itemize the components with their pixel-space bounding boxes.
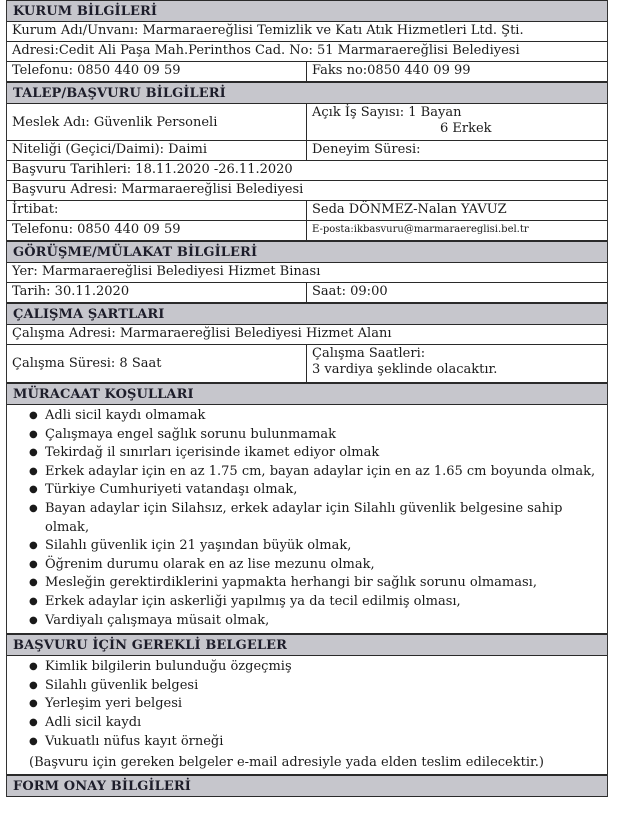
belgeler-list-box xyxy=(7,656,607,775)
irtibat-kisiler: Seda DÖNMEZ-Nalan YAVUZ xyxy=(312,202,507,217)
meslek-adi xyxy=(7,104,307,140)
basvuru-tarihleri: Başvuru Tarihleri: 18.11.2020 -26.11.2020 xyxy=(12,162,293,177)
bullet-icon: ● xyxy=(29,661,38,673)
talep-eposta[interactable]: E-posta:ikbasvuru@marmaraereglisi.bel.tr xyxy=(312,224,529,235)
calisma-saatleri-label: Çalışma Saatleri: xyxy=(312,346,426,361)
list-item: ● Vukuatlı nüfus kayıt örneği xyxy=(7,733,607,752)
list-item: ● Vardiyalı çalışmaya müsait olmak, xyxy=(7,612,607,631)
list-item: ● Türkiye Cumhuriyeti vatandaşı olmak, xyxy=(7,481,607,500)
muracaat-list-box xyxy=(7,405,607,634)
row-calisma-adresi xyxy=(7,325,607,345)
calisma-suresi xyxy=(7,345,307,382)
section-header-form-onay: FORM ONAY BİLGİLERİ xyxy=(7,775,607,797)
list-item: ● Erkek adaylar için en az 1.75 cm, bayan adaylar için en az 1.65 cm boyunda olmak, xyxy=(7,463,607,482)
bullet-icon: ● xyxy=(29,735,38,747)
row-gorusme-zaman xyxy=(7,283,607,303)
list-item: ● Kimlik bilgilerin bulunduğu özgeçmiş xyxy=(7,658,607,677)
row-meslek xyxy=(7,104,607,141)
section-header-muracaat: MÜRACAAT KOŞULLARI xyxy=(7,383,607,405)
kurum-faks: Faks no:0850 440 09 99 xyxy=(312,63,471,78)
section-header-calisma: ÇALIŞMA ŞARTLARI xyxy=(7,303,607,325)
list-item: ● Bayan adaylar için Silahsız, erkek adaylar için Silahlı güvenlik belgesine sahip olmak, xyxy=(29,500,563,535)
row-kurum-iletisim xyxy=(7,62,607,82)
bullet-icon: ● xyxy=(29,484,38,496)
acik-is-erkek: 6 Erkek xyxy=(440,121,492,136)
row-basvuru-tarihleri xyxy=(7,161,607,181)
section-header-gorusme: GÖRÜŞME/MÜLAKAT BİLGİLERİ xyxy=(7,241,607,263)
calisma-adresi: Çalışma Adresi: Marmaraereğlisi Belediyesi Hizmet Alanı xyxy=(12,326,392,341)
belgeler-note: (Başvuru için gereken belgeler e-mail adresiyle yada elden teslim edilecektir.) xyxy=(29,755,544,771)
irtibat-label: İrtibat: xyxy=(7,201,307,220)
nitelik: Niteliği (Geçici/Daimi): Daimi xyxy=(7,141,307,160)
row-kurum-adi xyxy=(7,22,607,42)
list-item: ● Adli sicil kaydı olmamak xyxy=(7,407,607,426)
row-calisma-suresi xyxy=(7,345,607,383)
row-kurum-adres xyxy=(7,42,607,62)
list-item: ● Silahlı güvenlik belgesi xyxy=(7,677,607,696)
list-item: ● Adli sicil kaydı xyxy=(7,714,607,733)
row-talep-iletisim xyxy=(7,221,607,241)
list-item: ● Tekirdağ il sınırları içerisinde ikamet ediyor olmak xyxy=(7,444,607,463)
list-item: ● Yerleşim yeri belgesi xyxy=(7,695,607,714)
job-posting-form xyxy=(6,0,608,797)
acik-is-sayisi xyxy=(307,104,607,140)
gorusme-tarih: Tarih: 30.11.2020 xyxy=(7,283,307,302)
bullet-icon: ● xyxy=(29,540,38,552)
list-item: ● Mesleğin gerektirdiklerini yapmakta herhangi bir sağlık sorunu olmaması, xyxy=(7,574,607,593)
kurum-adres: Adresi:Cedit Ali Paşa Mah.Perinthos Cad. No: 51 Marmaraereğlisi Belediyesi xyxy=(12,43,520,58)
calisma-saatleri xyxy=(307,345,607,382)
muracaat-list xyxy=(7,405,607,633)
calisma-saatleri-value: 3 vardiya şeklinde olacaktır. xyxy=(312,362,498,377)
row-nitelik xyxy=(7,141,607,161)
deneyim-suresi: Deneyim Süresi: xyxy=(312,142,421,157)
bullet-icon: ● xyxy=(29,595,38,607)
belgeler-list xyxy=(7,656,607,754)
bullet-icon: ● xyxy=(29,428,38,440)
row-irtibat xyxy=(7,201,607,221)
bullet-icon: ● xyxy=(29,614,38,626)
section-header-talep: TALEP/BAŞVURU BİLGİLERİ xyxy=(7,82,607,104)
row-gorusme-yer xyxy=(7,263,607,283)
bullet-icon: ● xyxy=(29,716,38,728)
bullet-icon: ● xyxy=(29,679,38,691)
meslek-adi-text: Meslek Adı: Güvenlik Personeli xyxy=(12,114,218,130)
basvuru-adresi: Başvuru Adresi: Marmaraereğlisi Belediyesi xyxy=(12,182,304,197)
bullet-icon: ● xyxy=(29,410,38,421)
list-item: ● Erkek adaylar için askerliği yapılmış ya da tecil edilmiş olması, xyxy=(7,593,607,612)
kurum-adi: Kurum Adı/Unvanı: Marmaraereğlisi Temizlik ve Katı Atık Hizmetleri Ltd. Şti. xyxy=(12,23,524,38)
bullet-icon: ● xyxy=(29,447,38,459)
bullet-icon: ● xyxy=(29,502,38,514)
gorusme-yer: Yer: Marmaraereğlisi Belediyesi Hizmet Binası xyxy=(12,264,321,279)
gorusme-saat: Saat: 09:00 xyxy=(312,284,388,299)
acik-is-bayan: Açık İş Sayısı: 1 Bayan xyxy=(312,105,462,120)
talep-telefon: Telefonu: 0850 440 09 59 xyxy=(7,221,307,240)
list-item: ● Silahlı güvenlik için 21 yaşından büyük olmak, xyxy=(7,537,607,556)
list-item: ● Çalışmaya engel sağlık sorunu bulunmamak xyxy=(7,426,607,445)
calisma-suresi-text: Çalışma Süresi: 8 Saat xyxy=(12,356,162,371)
bullet-icon: ● xyxy=(29,465,38,477)
bullet-icon: ● xyxy=(29,698,38,710)
bullet-icon: ● xyxy=(29,558,38,570)
form-table xyxy=(6,0,608,797)
kurum-telefon: Telefonu: 0850 440 09 59 xyxy=(7,62,307,81)
row-basvuru-adresi xyxy=(7,181,607,201)
bullet-icon: ● xyxy=(29,577,38,589)
list-item: ● Öğrenim durumu olarak en az lise mezunu olmak, xyxy=(7,556,607,575)
section-header-kurum: KURUM BİLGİLERİ xyxy=(7,0,607,22)
section-header-belgeler: BAŞVURU İÇİN GEREKLİ BELGELER xyxy=(7,634,607,656)
